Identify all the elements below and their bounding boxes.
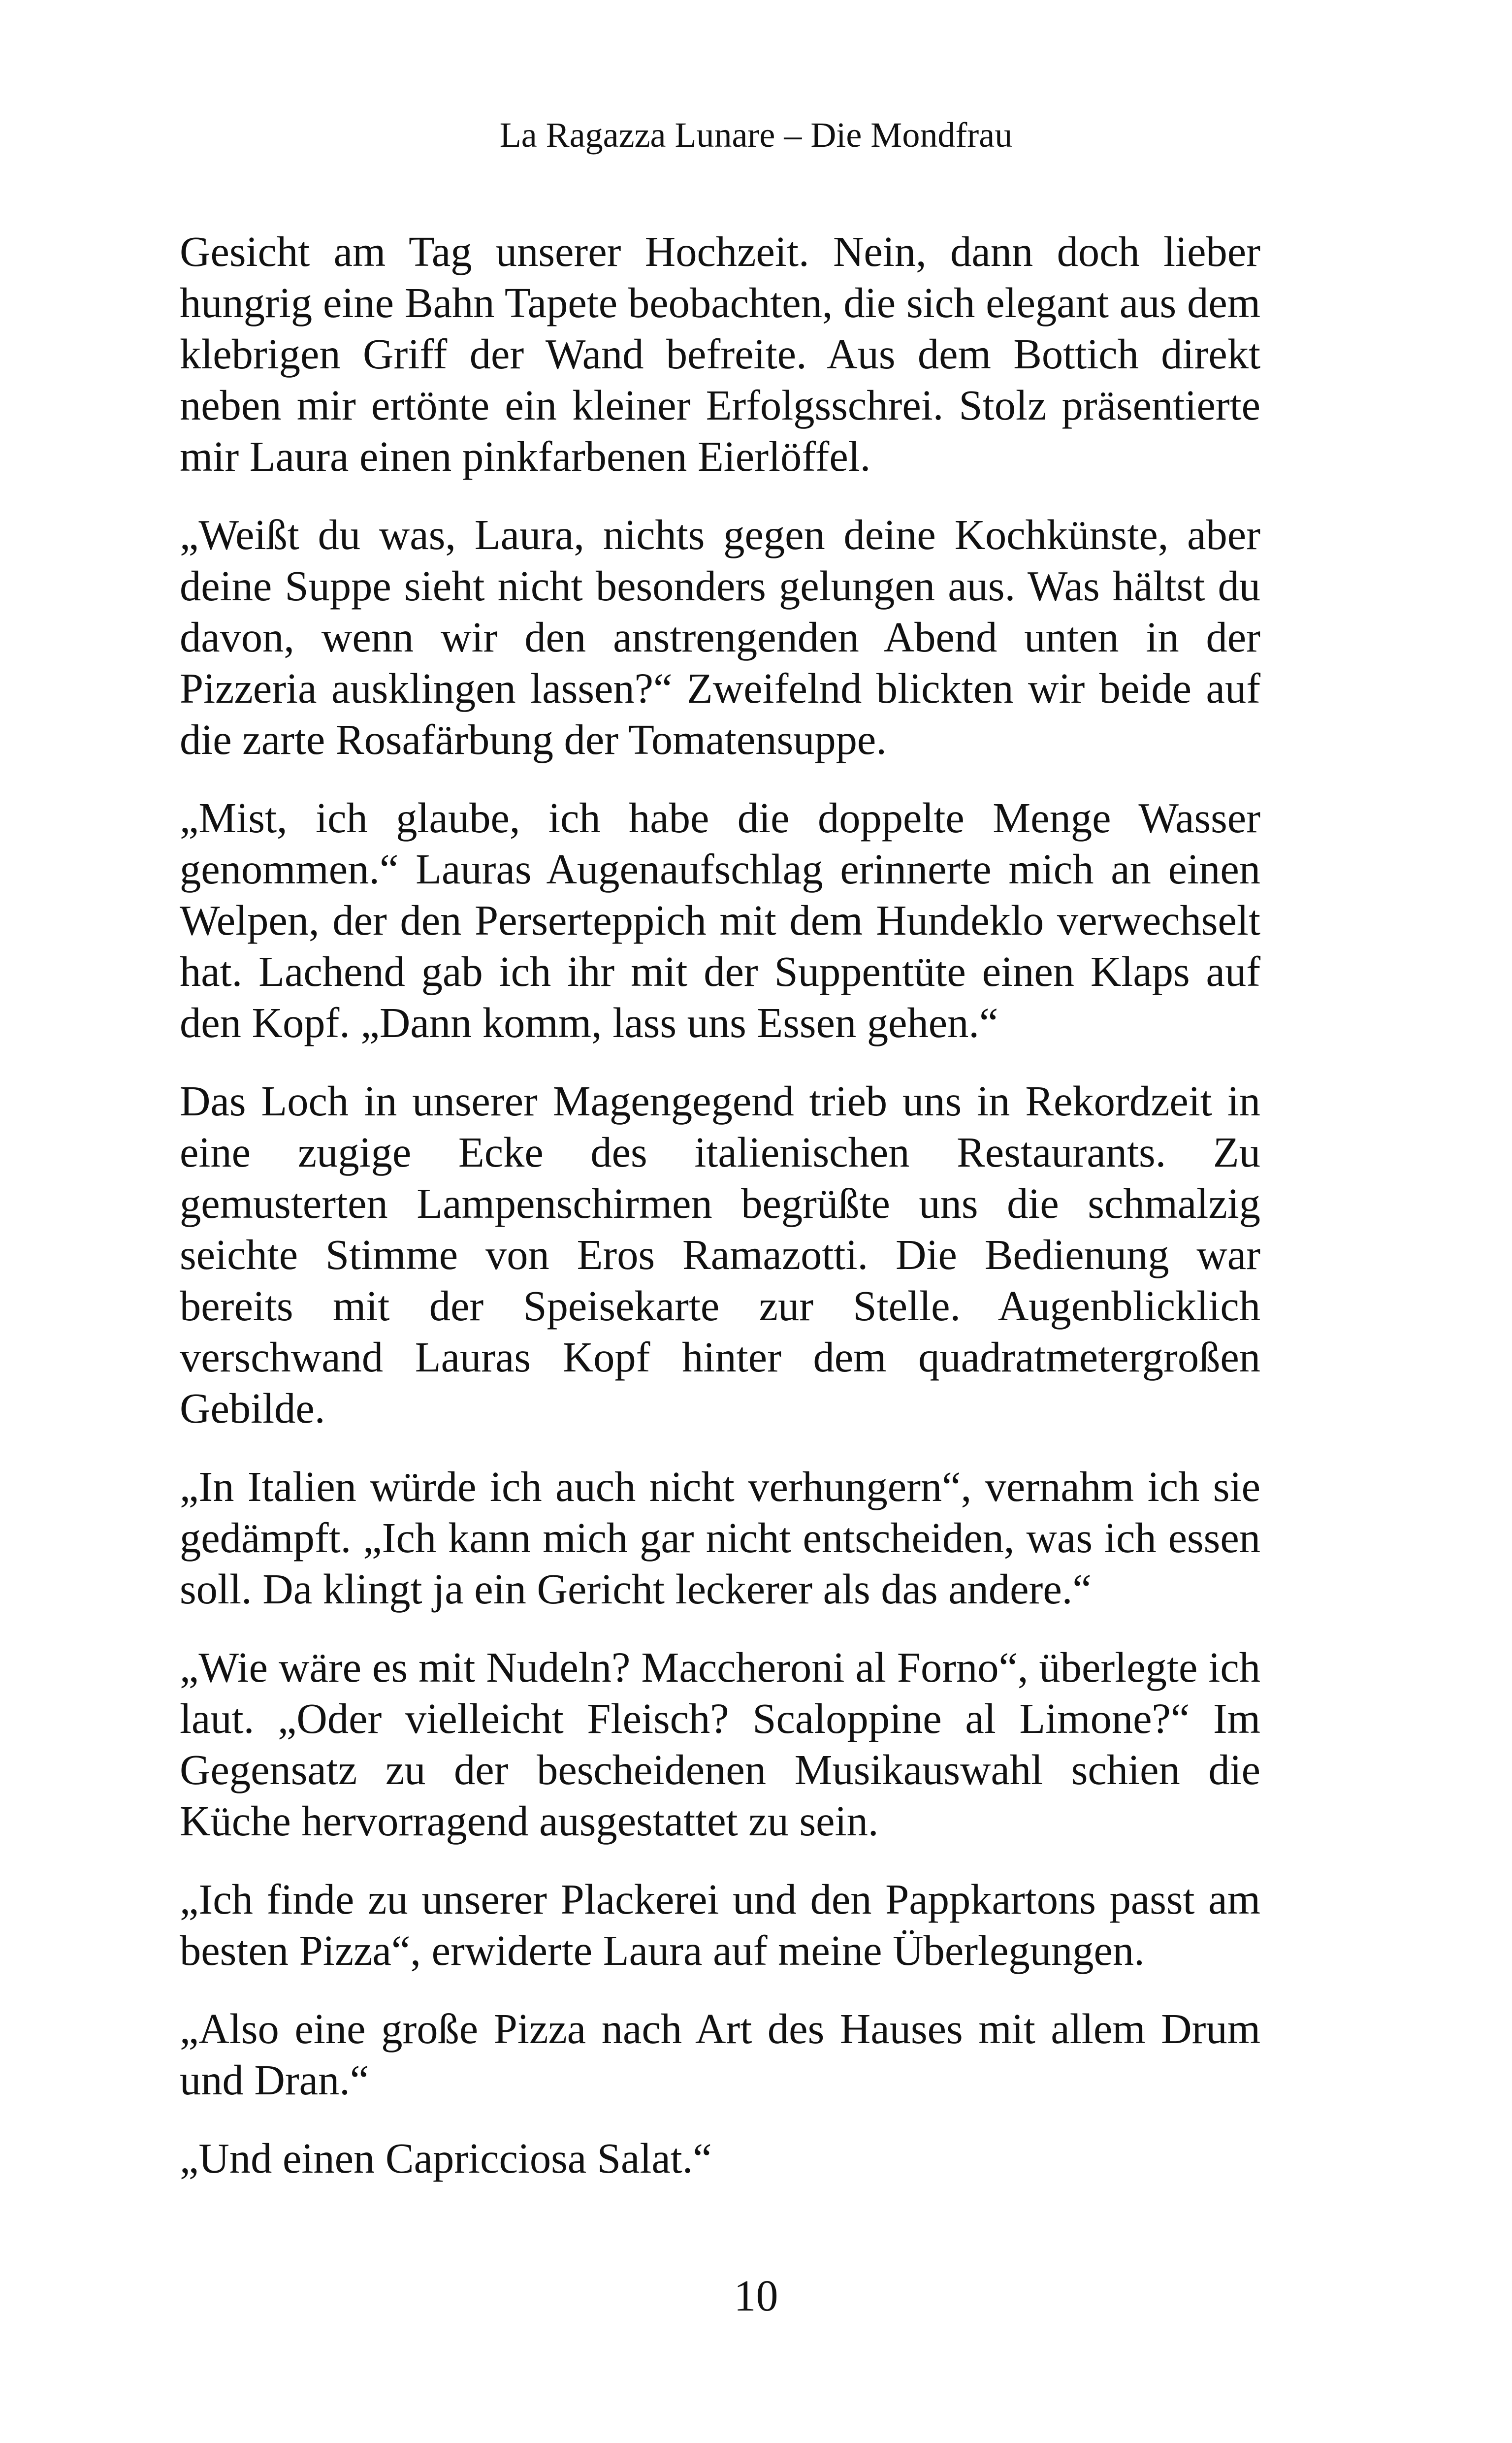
page-number: 10: [734, 2272, 778, 2320]
paragraph: „Wie wäre es mit Nudeln? Maccheroni al Forno“, überlegte ich laut. „Oder vielleicht Fleisch? Scaloppine al Limone?“ Im Gegensatz zu der bescheidenen Musikauswahl schien die Küche hervorragend ausgestattet zu sein.: [180, 1644, 1260, 1845]
paragraph: „Ich finde zu unserer Plackerei und den Pappkartons passt am besten Pizza“, erwiderte Laura auf meine Überlegungen.: [180, 1876, 1260, 1974]
paragraph: „In Italien würde ich auch nicht verhungern“, vernahm ich sie gedämpft. „Ich kann mich gar nicht entscheiden, was ich essen soll. Da klingt ja ein Gericht leckerer als das andere.“: [180, 1463, 1260, 1613]
paragraph: „Mist, ich glaube, ich habe die doppelte Menge Wasser genommen.“ Lauras Augenaufschlag erinnerte mich an einen Welpen, der den Perserteppich mit dem Hundeklo verwechselt hat. Lachend gab ich ihr mit der Suppentüte einen Klaps auf den Kopf. „Dann komm, lass uns Essen gehen.“: [180, 794, 1260, 1046]
paragraph: Das Loch in unserer Magengegend trieb uns in Rekordzeit in eine zugige Ecke des italienischen Restaurants. Zu gemusterten Lampenschirmen begrüßte uns die schmalzig seichte Stimme von Eros Ramazotti. Die Bedienung war bereits mit der Speisekarte zur Stelle. Augenblicklich verschwand Lauras Kopf hinter dem quadratmetergroßen Gebilde.: [180, 1077, 1260, 1432]
body-text: [180, 226, 1260, 2211]
paragraph: Gesicht am Tag unserer Hochzeit. Nein, dann doch lieber hungrig eine Bahn Tapete beobachten, die sich elegant aus dem klebrigen Griff der Wand befreite. Aus dem Bottich direkt neben mir ertönte ein kleiner Erfolgsschrei. Stolz präsentierte mir Laura einen pinkfarbenen Eierlöffel.: [180, 228, 1260, 480]
running-header: La Ragazza Lunare – Die Mondfrau: [499, 115, 1013, 155]
paragraph: „Weißt du was, Laura, nichts gegen deine Kochkünste, aber deine Suppe sieht nicht besonders gelungen aus. Was hältst du davon, wenn wir den anstrengenden Abend unten in der Pizzeria ausklingen lassen?“ Zweifelnd blickten wir beide auf die zarte Rosafärbung der Tomatensuppe.: [180, 511, 1260, 763]
paragraph: „Und einen Capricciosa Salat.“: [180, 2135, 712, 2182]
paragraph: „Also eine große Pizza nach Art des Hauses mit allem Drum und Dran.“: [180, 2005, 1260, 2104]
